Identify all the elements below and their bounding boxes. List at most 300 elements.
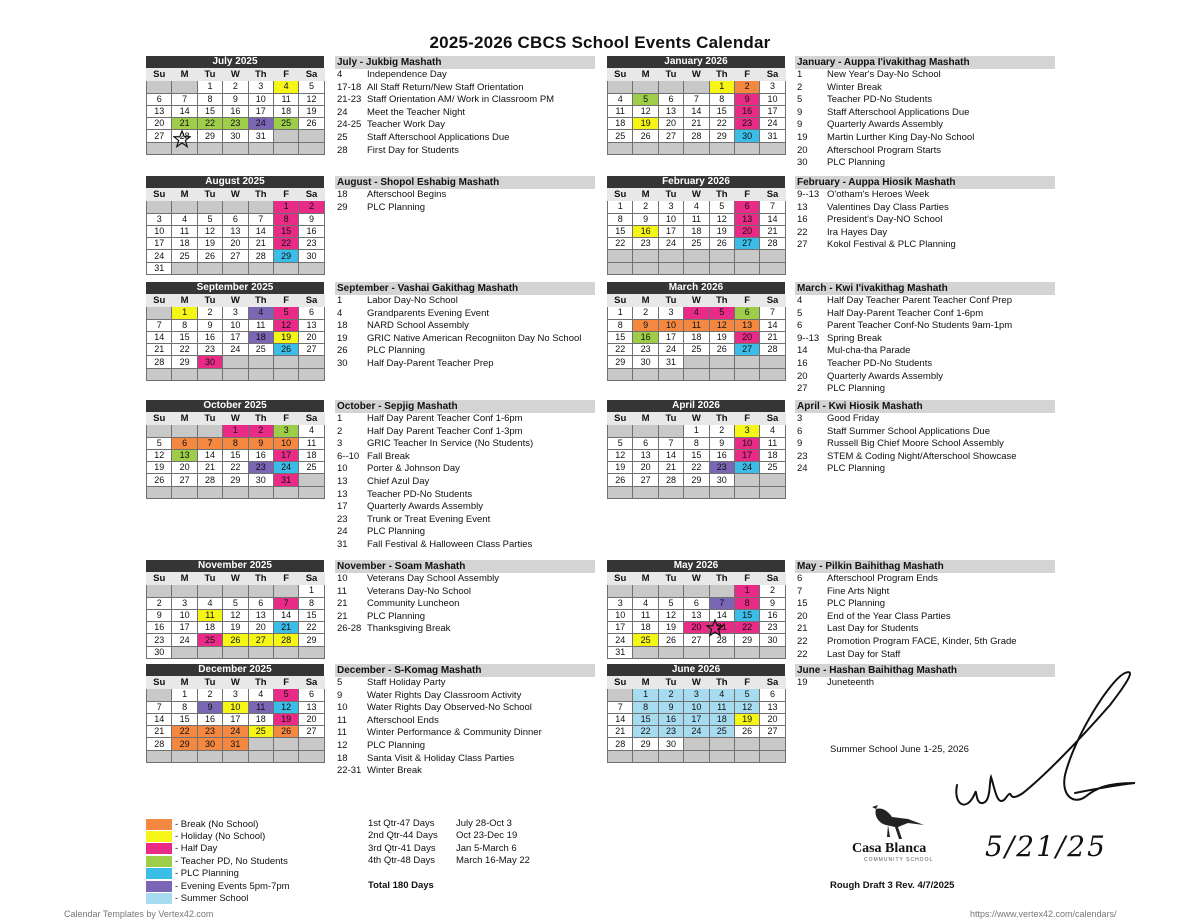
weekday-header: Su [147,295,172,307]
day-cell: 7 [147,319,172,331]
weekday-header: M [633,413,658,425]
day-cell: 21 [147,726,172,738]
day-cell: 19 [658,622,683,634]
day-cell: 5 [633,93,658,105]
event-row [795,623,1055,636]
legend-item [146,892,346,904]
event-date: 6--10 [337,450,360,462]
month-header: April 2026 [607,400,785,412]
day-cell: 3 [223,689,248,701]
day-cell: 11 [172,225,197,237]
day-cell: 10 [223,701,248,713]
day-cell: 12 [299,93,324,105]
empty-cell [709,368,734,380]
day-cell: 14 [684,105,709,117]
empty-cell [299,142,324,154]
event-date: 31 [337,538,348,550]
event-text: Last Day for Students [827,623,919,635]
day-cell: 10 [248,93,273,105]
day-cell: 29 [608,356,633,368]
weekday-header: W [223,413,248,425]
day-cell: 17 [147,238,172,250]
day-cell: 9 [223,93,248,105]
event-date: 13 [337,475,348,487]
day-cell: 23 [633,344,658,356]
day-cell: 13 [248,609,273,621]
empty-cell [223,750,248,762]
month-header: May 2026 [607,560,785,572]
event-row [335,765,595,778]
empty-cell [197,368,222,380]
handwritten-signature [945,665,1145,825]
event-text: Water Rights Day Classroom Activity [367,689,522,701]
weekday-header: Su [608,69,633,81]
month-events [795,400,1055,476]
month-calendar [146,282,324,381]
day-cell: 26 [273,344,298,356]
day-cell: 1 [273,201,298,213]
weekday-header: Th [709,413,734,425]
empty-cell [273,585,298,597]
day-cell: 18 [273,105,298,117]
event-text: Half Day-Parent Teacher Prep [367,357,494,369]
weekday-header: Su [147,69,172,81]
empty-cell [608,262,633,274]
weekday-header: Su [608,413,633,425]
legend-label: - Holiday (No School) [175,831,266,843]
legend-label: - PLC Planning [175,868,239,880]
day-cell: 26 [658,634,683,646]
event-text: Veterans Day School Assembly [367,573,500,584]
event-text: First Day for Students [367,144,459,156]
weekday-header: F [734,677,759,689]
events-header: January - Auppa I'ivakithag Mashath [795,56,1055,69]
event-row [335,189,595,202]
day-cell: 2 [734,81,759,93]
event-row [795,308,1055,321]
day-cell: 27 [633,474,658,486]
events-header: May - Pilkin Baihithag Mashath [795,560,1055,573]
day-cell: 13 [734,319,759,331]
event-row [335,740,595,753]
event-date: 9 [797,106,803,118]
event-row [795,69,1055,82]
weekday-header: M [172,189,197,201]
empty-cell [299,356,324,368]
weekday-header: Th [248,189,273,201]
empty-cell [197,142,222,154]
hand-drawn-star-icon [706,619,724,637]
weekday-header: Th [248,295,273,307]
empty-cell [709,738,734,750]
empty-cell [684,142,709,154]
day-cell: 5 [223,597,248,609]
day-cell: 12 [197,225,222,237]
day-cell: 22 [684,462,709,474]
day-cell: 14 [147,713,172,725]
day-cell: 25 [633,634,658,646]
legend-label: - Evening Events 5pm-7pm [175,880,290,892]
event-date: 20 [797,144,808,156]
event-row [795,295,1055,308]
day-cell: 29 [172,356,197,368]
event-text: Promotion Program FACE, Kinder, 5th Grade [827,635,1017,647]
event-row [335,501,595,514]
day-cell: 15 [608,225,633,237]
day-cell: 20 [299,713,324,725]
day-cell: 30 [734,130,759,142]
day-cell: 9 [633,213,658,225]
events-header: February - Auppa Hiosik Mashath [795,176,1055,189]
empty-cell [248,368,273,380]
event-date: 7 [797,585,803,597]
day-cell: 25 [760,462,785,474]
day-cell: 26 [147,474,172,486]
day-cell: 30 [197,356,222,368]
day-cell: 13 [223,225,248,237]
day-cell: 25 [608,130,633,142]
day-cell: 16 [248,449,273,461]
day-cell: 23 [658,726,683,738]
day-cell: 6 [248,597,273,609]
day-cell: 30 [197,738,222,750]
event-date: 16 [797,357,808,369]
event-date: 10 [337,573,348,584]
empty-cell [734,368,759,380]
day-cell: 27 [760,726,785,738]
day-cell: 26 [608,474,633,486]
empty-cell [658,81,683,93]
empty-cell [248,738,273,750]
empty-cell [608,486,633,498]
event-text: Afterschool Program Starts [827,144,942,156]
day-cell: 29 [223,474,248,486]
empty-cell [633,646,658,658]
weekday-header: F [273,69,298,81]
event-row [795,345,1055,358]
event-text: Staff Afterschool Applications Due [367,131,510,143]
day-cell: 24 [147,250,172,262]
day-cell: 26 [223,634,248,646]
empty-cell [248,750,273,762]
event-date: 20 [797,370,808,382]
event-row [795,320,1055,333]
day-cell: 27 [684,634,709,646]
legend-label: - Teacher PD, No Students [175,855,288,867]
month-calendar [607,400,785,499]
empty-cell [147,368,172,380]
day-cell: 2 [760,585,785,597]
empty-cell [658,142,683,154]
empty-cell [248,142,273,154]
event-text: PLC Planning [827,598,886,610]
event-text: Staff Orientation AM/ Work in Classroom PM [367,94,555,106]
event-text: Spring Break [827,332,882,344]
day-cell: 8 [197,93,222,105]
event-text: Winter Break [367,765,422,777]
empty-cell [608,368,633,380]
empty-cell [684,81,709,93]
month-calendar [146,400,324,499]
weekday-header: Tu [197,69,222,81]
day-cell: 30 [658,738,683,750]
event-text: Teacher Work Day [367,119,445,131]
quarters-table [368,818,608,868]
empty-cell [760,356,785,368]
event-date: 17-18 [337,81,362,93]
event-row [795,239,1055,252]
day-cell: 28 [760,238,785,250]
empty-cell [633,585,658,597]
day-cell: 4 [684,307,709,319]
day-cell: 13 [299,319,324,331]
month-calendar [607,560,785,659]
day-cell: 9 [633,319,658,331]
day-cell: 5 [273,689,298,701]
weekday-header: Th [709,677,734,689]
quarter-range: Oct 23-Dec 19 [456,830,518,842]
day-cell: 6 [633,437,658,449]
legend-label: - Break (No School) [175,818,259,830]
month-header: November 2025 [146,560,324,572]
events-header: March - Kwi I'ivakithag Mashath [795,282,1055,295]
event-date: 9--13 [797,332,820,344]
month-header: September 2025 [146,282,324,294]
day-cell: 1 [608,201,633,213]
day-cell: 20 [633,462,658,474]
day-cell: 19 [273,713,298,725]
event-row [335,677,595,690]
quarter-row [368,830,608,842]
day-cell: 11 [684,213,709,225]
empty-cell [633,425,658,437]
day-cell: 27 [172,474,197,486]
empty-cell [760,646,785,658]
empty-cell [760,262,785,274]
weekday-header: W [223,189,248,201]
day-cell: 19 [299,105,324,117]
weekday-header: Su [608,677,633,689]
day-cell: 10 [734,437,759,449]
day-cell: 11 [273,93,298,105]
day-cell: 12 [709,319,734,331]
day-cell: 16 [760,609,785,621]
day-cell: 25 [684,238,709,250]
event-row [795,333,1055,346]
day-cell: 24 [684,726,709,738]
day-cell: 30 [709,474,734,486]
day-cell: 28 [608,738,633,750]
day-cell: 23 [197,726,222,738]
empty-cell [760,750,785,762]
weekday-header: Tu [197,189,222,201]
day-cell: 19 [608,462,633,474]
day-cell: 8 [223,437,248,449]
event-text: Santa Visit & Holiday Class Parties [367,752,515,764]
empty-cell [197,585,222,597]
event-row [795,463,1055,476]
weekday-header: M [633,677,658,689]
day-cell: 7 [172,93,197,105]
day-cell: 15 [709,105,734,117]
day-cell: 4 [172,213,197,225]
empty-cell [633,250,658,262]
event-row [335,82,595,95]
day-cell: 14 [709,609,734,621]
day-cell: 21 [248,238,273,250]
empty-cell [734,250,759,262]
weekday-header: Tu [197,677,222,689]
day-cell: 5 [299,81,324,93]
empty-cell [760,474,785,486]
event-date: 22 [797,635,808,647]
event-text: GRIC Teacher In Service (No Students) [367,438,534,450]
day-cell: 18 [709,713,734,725]
day-cell: 14 [197,449,222,461]
weekday-header: W [684,413,709,425]
event-text: All Staff Return/New Staff Orientation [367,81,524,93]
empty-cell [709,356,734,368]
event-date: 5 [797,94,803,106]
event-text: New Year's Day-No School [827,69,941,80]
day-cell: 6 [734,307,759,319]
event-row [335,727,595,740]
day-cell: 9 [734,93,759,105]
event-text: Last Day for Staff [827,648,901,660]
day-cell: 2 [658,689,683,701]
day-cell: 17 [658,225,683,237]
month-calendar [607,56,785,155]
day-cell: 4 [273,81,298,93]
event-date: 21 [337,598,348,610]
month-header: January 2026 [607,56,785,68]
day-cell: 28 [709,634,734,646]
day-cell: 10 [608,609,633,621]
day-cell: 6 [172,437,197,449]
event-row [795,94,1055,107]
event-date: 21-23 [337,94,362,106]
day-cell: 25 [248,344,273,356]
empty-cell [197,486,222,498]
empty-cell [633,142,658,154]
day-cell: 28 [147,356,172,368]
empty-cell [658,262,683,274]
day-cell: 3 [248,81,273,93]
empty-cell [273,142,298,154]
quarter-days: 1st Qtr-47 Days [368,818,435,829]
event-date: 11 [337,714,347,726]
day-cell: 21 [684,118,709,130]
weekday-header: M [172,413,197,425]
day-cell: 10 [658,319,683,331]
weekday-header: W [223,295,248,307]
day-cell: 26 [197,250,222,262]
weekday-header: Tu [197,573,222,585]
empty-cell [172,585,197,597]
day-cell: 15 [172,331,197,343]
day-cell: 26 [709,344,734,356]
day-cell: 17 [248,105,273,117]
event-date: 14 [797,345,808,357]
day-cell: 14 [760,213,785,225]
event-row [335,69,595,82]
day-cell: 8 [172,701,197,713]
day-cell: 11 [608,105,633,117]
day-cell: 13 [760,701,785,713]
event-row [795,132,1055,145]
empty-cell [273,750,298,762]
event-text: Afterschool Ends [367,714,439,726]
day-cell: 11 [248,319,273,331]
day-cell: 5 [608,437,633,449]
quarter-row [368,855,608,867]
day-cell: 1 [684,425,709,437]
day-cell: 4 [608,93,633,105]
day-cell: 6 [299,307,324,319]
event-text: Half Day Parent Teacher Conf 1-3pm [367,425,523,437]
weekday-header: M [172,295,197,307]
day-cell: 12 [273,701,298,713]
weekday-header: Su [147,573,172,585]
day-cell: 18 [633,622,658,634]
event-text: PLC Planning [827,383,886,395]
day-cell: 25 [248,726,273,738]
event-text: GRIC Native American Recogniiton Day No School [367,332,582,344]
event-date: 3 [337,438,343,450]
weekday-header: Tu [658,677,683,689]
weekday-header: Tu [658,69,683,81]
quarter-days: 3rd Qtr-41 Days [368,842,436,854]
event-row [335,333,595,346]
weekday-header: F [734,189,759,201]
day-cell: 15 [197,105,222,117]
day-cell: 29 [273,250,298,262]
event-row [335,119,595,132]
weekday-header: M [633,189,658,201]
event-date: 11 [337,585,347,597]
day-cell: 22 [172,344,197,356]
month-calendar [607,282,785,381]
day-cell: 22 [608,344,633,356]
weekday-header: Th [248,69,273,81]
empty-cell [299,262,324,274]
weekday-header: Sa [760,69,785,81]
empty-cell [147,307,172,319]
day-cell: 19 [223,622,248,634]
empty-cell [658,646,683,658]
weekday-header: W [223,69,248,81]
day-cell: 9 [197,319,222,331]
day-cell: 16 [734,105,759,117]
day-cell: 28 [172,130,197,142]
weekday-header: M [172,573,197,585]
day-cell: 21 [760,331,785,343]
events-header: July - Jukbig Mashath [335,56,595,69]
day-cell: 23 [299,238,324,250]
events-header: August - Shopol Eshabig Mashath [335,176,595,189]
weekday-header: Tu [658,189,683,201]
day-cell: 5 [197,213,222,225]
month-header: March 2026 [607,282,785,294]
day-cell: 13 [684,609,709,621]
day-cell: 21 [172,118,197,130]
event-text: Juneteenth [827,677,875,688]
day-cell: 27 [223,250,248,262]
day-cell: 5 [734,689,759,701]
day-cell: 24 [223,726,248,738]
empty-cell [248,356,273,368]
day-cell: 31 [608,646,633,658]
